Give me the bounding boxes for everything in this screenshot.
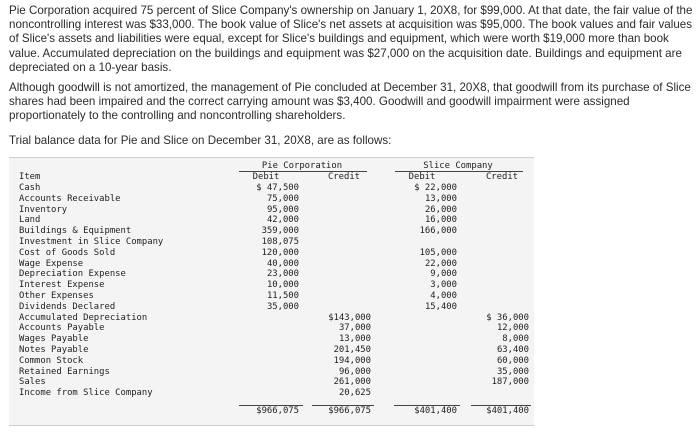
- goodwill-paragraph: Although goodwill is not amortized, the management of Pie concluded at December 31, 20X8, that goodwill from its purchase of Slice shares had been impaired and the correct carrying amount was $3,400. Goodwill and goodwill impairment were assigned proportionately to the controlling and noncontrolling shareholders.: [9, 81, 691, 123]
- row-item-label: Wage Expense: [19, 258, 84, 269]
- row-slice-credit-value: $ 36,000: [486, 312, 529, 323]
- row-item-label: Wages Payable: [19, 334, 89, 345]
- pie-debit-header: Debit: [252, 172, 280, 182]
- row-item-label: Common Stock: [19, 355, 84, 366]
- row-slice-debit-value: 105,000: [419, 247, 457, 258]
- row-pie-debit-value: 10,000: [266, 280, 299, 291]
- slice-company-header: Slice Company: [423, 161, 493, 171]
- row-pie-credit-value: 261,000: [333, 377, 371, 388]
- row-pie-debit-value: 359,000: [261, 226, 299, 237]
- row-pie-credit-value: 13,000: [338, 334, 371, 345]
- row-slice-debit-value: 26,000: [424, 204, 457, 215]
- row-item-label: Retained Earnings: [19, 366, 110, 377]
- row-pie-debit-value: $ 47,500: [256, 183, 299, 193]
- row-slice-credit-value: 187,000: [491, 377, 529, 388]
- row-item-label: Cash: [19, 183, 41, 193]
- row-slice-debit-value: 3,000: [430, 280, 457, 291]
- row-slice-debit-value: 9,000: [430, 269, 457, 280]
- row-pie-debit-value: 75,000: [266, 193, 299, 204]
- row-pie-credit-value: 20,625: [338, 388, 371, 399]
- pie-corporation-header: Pie Corporation: [261, 161, 343, 171]
- row-item-label: Dividends Declared: [19, 301, 116, 312]
- row-pie-credit-value: 37,000: [338, 323, 371, 334]
- row-pie-debit-value: 108,075: [261, 237, 299, 247]
- slice-credit-total: $401,400: [486, 406, 529, 416]
- row-pie-debit-value: 120,000: [261, 247, 299, 258]
- trial-balance-table: [9, 157, 534, 426]
- intro-paragraph: Pie Corporation acquired 75 percent of Slice Company's ownership on January 1, 20X8, for $99,000. At that date, the fair value of the noncontrolling interest was $33,000. The book value of Slice's net assets at acquisition was $95,000. The book values and fair values of Slice's assets and liabilities were equal, except for Slice's buildings and equipment, which were worth $19,000 more than book value. Accumulated depreciation on the buildings and equipment was $27,000 on the acquisition date. Buildings and equipment are depreciated on a 10-year basis.: [9, 4, 693, 74]
- row-slice-credit-value: 63,400: [496, 345, 529, 355]
- item-column-header: Item: [19, 172, 41, 182]
- row-slice-debit-value: 16,000: [424, 215, 457, 226]
- row-item-label: Notes Payable: [19, 345, 89, 355]
- pie-credit-total: $966,075: [328, 406, 371, 416]
- pie-credit-header: Credit: [327, 172, 361, 182]
- slice-debit-total: $401,400: [414, 406, 457, 416]
- row-item-label: Accounts Payable: [19, 323, 105, 334]
- row-item-label: Income from Slice Company: [19, 388, 153, 399]
- row-item-label: Sales: [19, 377, 46, 388]
- row-item-label: Accumulated Depreciation: [19, 312, 148, 323]
- row-item-label: Depreciation Expense: [19, 269, 126, 280]
- row-pie-debit-value: 42,000: [266, 215, 299, 226]
- slice-debit-header: Debit: [408, 172, 436, 182]
- row-item-label: Inventory: [19, 204, 68, 215]
- row-item-label: Interest Expense: [19, 280, 105, 291]
- row-pie-debit-value: 40,000: [266, 258, 299, 269]
- row-slice-debit-value: 166,000: [419, 226, 457, 237]
- row-pie-debit-value: 95,000: [266, 204, 299, 215]
- row-item-label: Other Expenses: [19, 291, 94, 301]
- row-pie-debit-value: 35,000: [266, 301, 299, 312]
- row-pie-credit-value: 201,450: [333, 345, 371, 355]
- row-slice-credit-value: 60,000: [496, 355, 529, 366]
- pie-debit-total: $966,075: [256, 406, 299, 416]
- row-item-label: Land: [19, 215, 41, 226]
- row-slice-credit-value: 12,000: [496, 323, 529, 334]
- row-slice-credit-value: 8,000: [502, 334, 529, 345]
- row-slice-debit-value: 22,000: [424, 258, 457, 269]
- row-pie-debit-value: 11,500: [266, 291, 299, 301]
- row-item-label: Investment in Slice Company: [19, 237, 164, 247]
- slice-credit-header: Credit: [485, 172, 519, 182]
- row-pie-credit-value: $143,000: [328, 312, 371, 323]
- row-pie-credit-value: 194,000: [333, 355, 371, 366]
- row-slice-credit-value: 35,000: [496, 366, 529, 377]
- row-pie-credit-value: 96,000: [338, 366, 371, 377]
- row-slice-debit-value: $ 22,000: [414, 183, 457, 193]
- row-pie-debit-value: 23,000: [266, 269, 299, 280]
- trial-balance-caption: Trial balance data for Pie and Slice on December 31, 20X8, are as follows:: [9, 134, 392, 147]
- row-slice-debit-value: 15,400: [424, 301, 457, 312]
- row-slice-debit-value: 13,000: [424, 193, 457, 204]
- row-item-label: Buildings & Equipment: [19, 226, 132, 237]
- row-slice-debit-value: 4,000: [430, 291, 457, 301]
- row-item-label: Accounts Receivable: [19, 193, 121, 204]
- row-item-label: Cost of Goods Sold: [19, 247, 116, 258]
